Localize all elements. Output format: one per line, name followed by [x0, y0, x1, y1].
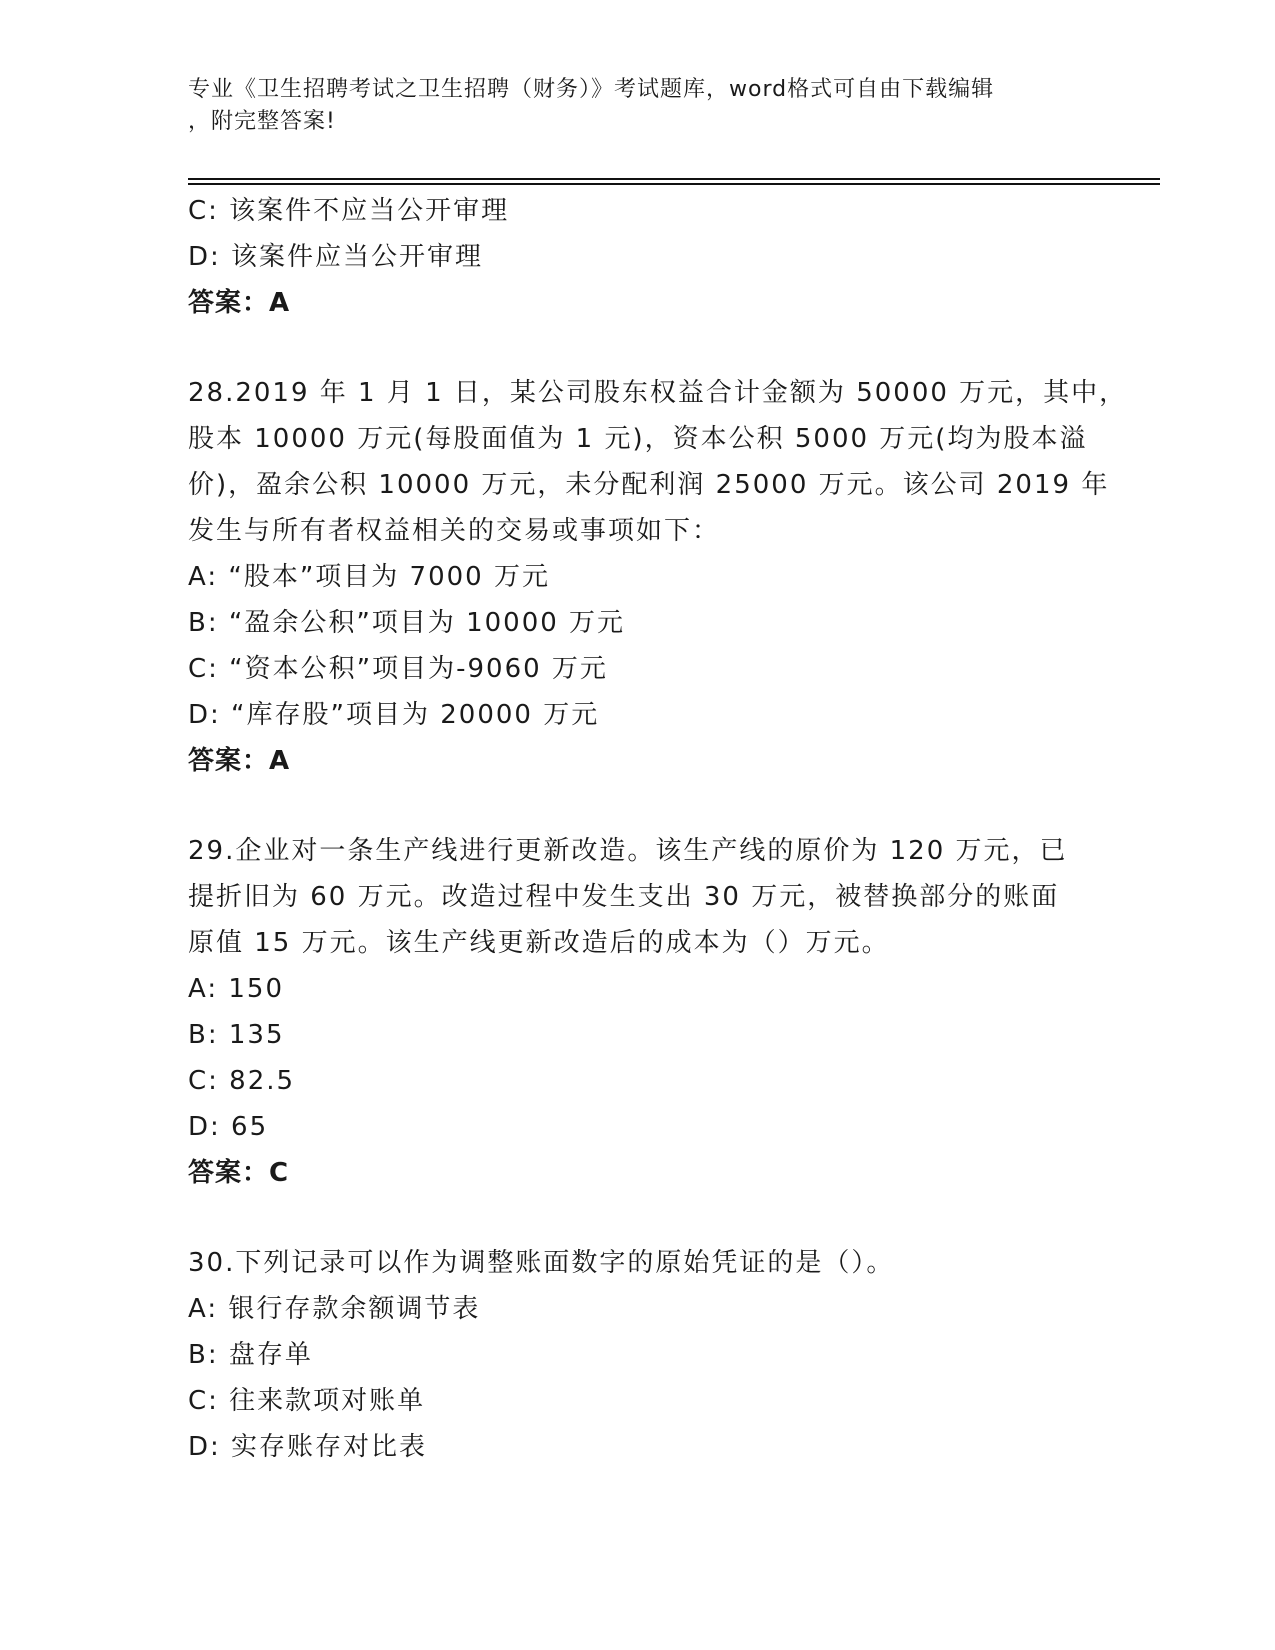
- question-stem-line: 股本 10000 万元(每股面值为 1 元)，资本公积 5000 万元(均为股本溢: [188, 424, 1088, 454]
- option-a: A: 150: [188, 974, 284, 1004]
- header-line-1: 专业《卫生招聘考试之卫生招聘（财务）》考试题库，word格式可自由下载编辑: [188, 77, 995, 102]
- option-b: B: “盈余公积”项目为 10000 万元: [188, 608, 626, 638]
- header-divider-top: [188, 178, 1160, 180]
- question-29: [188, 828, 1088, 1196]
- header-divider-bottom: [188, 183, 1160, 185]
- question-27: [188, 188, 1088, 326]
- option-d: D: “库存股”项目为 20000 万元: [188, 700, 600, 730]
- option-d: D: 65: [188, 1112, 269, 1142]
- question-stem-line: 价)，盈余公积 10000 万元，未分配利润 25000 万元。该公司 2019 年: [188, 470, 1110, 500]
- question-stem-line: 发生与所有者权益相关的交易或事项如下：: [188, 516, 721, 546]
- answer: 答案：A: [188, 746, 291, 776]
- question-stem-line: 28.2019 年 1 月 1 日，某公司股东权益合计金额为 50000 万元，其中，: [188, 378, 1128, 408]
- question-30: [188, 1240, 1088, 1470]
- question-stem-line: 30.下列记录可以作为调整账面数字的原始凭证的是（）。: [188, 1248, 895, 1278]
- option-b: B: 盘存单: [188, 1340, 313, 1370]
- option-a: A: “股本”项目为 7000 万元: [188, 562, 550, 592]
- document-header: [188, 74, 1088, 138]
- option-c: C: 该案件不应当公开审理: [188, 196, 510, 226]
- answer: 答案：C: [188, 1158, 290, 1188]
- option-c: C: “资本公积”项目为-9060 万元: [188, 654, 608, 684]
- option-a: A: 银行存款余额调节表: [188, 1294, 481, 1324]
- option-b: B: 135: [188, 1020, 285, 1050]
- question-stem-line: 29.企业对一条生产线进行更新改造。该生产线的原价为 120 万元，已: [188, 836, 1068, 866]
- option-c: C: 往来款项对账单: [188, 1386, 426, 1416]
- question-list: [188, 188, 1128, 1470]
- header-line-2: ，附完整答案!: [188, 109, 336, 134]
- question-stem-line: 提折旧为 60 万元。改造过程中发生支出 30 万元，被替换部分的账面: [188, 882, 1060, 912]
- answer: 答案：A: [188, 288, 291, 318]
- option-d: D: 该案件应当公开审理: [188, 242, 484, 272]
- question-28: [188, 370, 1128, 784]
- option-d: D: 实存账存对比表: [188, 1432, 428, 1462]
- question-stem-line: 原值 15 万元。该生产线更新改造后的成本为（）万元。: [188, 928, 890, 958]
- option-c: C: 82.5: [188, 1066, 296, 1096]
